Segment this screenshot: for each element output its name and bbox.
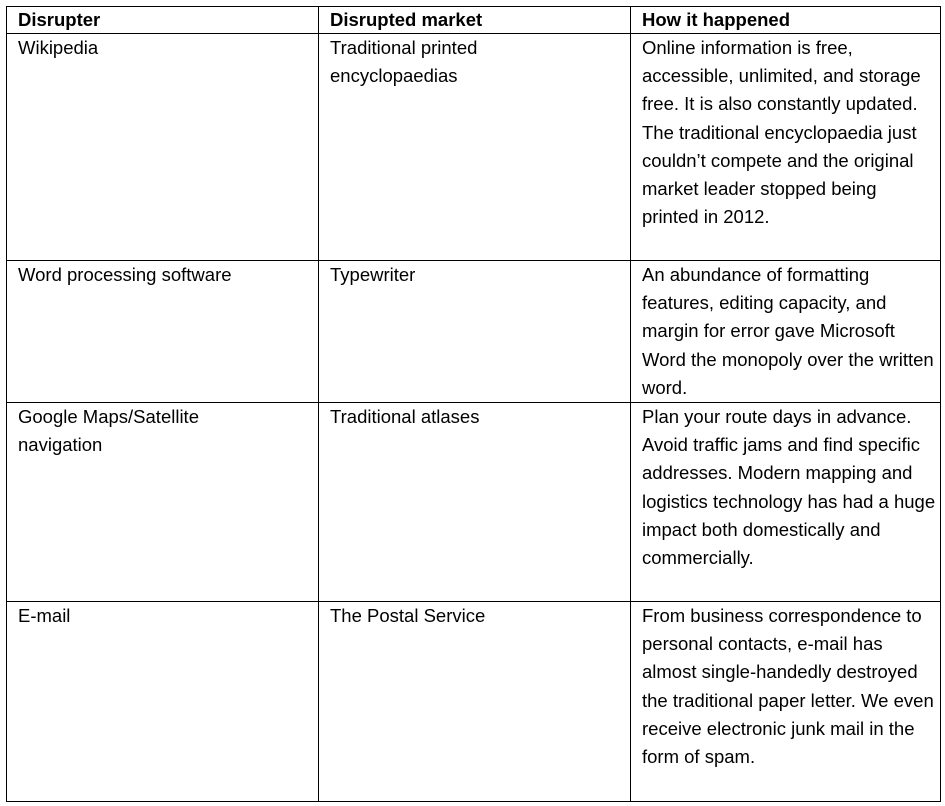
header-row: [7, 7, 941, 34]
cell-disrupted-market: Typewriter: [319, 261, 631, 403]
header-disrupter: Disrupter: [7, 7, 319, 34]
cell-disrupted-market: Traditional printed encyclopaedias: [319, 34, 631, 261]
header-disrupted-market: Disrupted market: [319, 7, 631, 34]
cell-how-it-happened: Plan your route days in advance. Avoid traffic jams and find specific addresses. Modern mapping and logistics technology has had a huge impact both domestically and commercially.: [631, 403, 941, 602]
cell-how-it-happened: From business correspondence to personal contacts, e-mail has almost single-handedly destroyed the traditional paper letter. We even receive electronic junk mail in the form of spam.: [631, 602, 941, 802]
cell-disrupter: Word processing software: [7, 261, 319, 403]
disruption-table: [6, 6, 941, 802]
cell-how-it-happened: An abundance of formatting features, editing capacity, and margin for error gave Microsoft Word the monopoly over the written word.: [631, 261, 941, 403]
table-row: [7, 261, 941, 403]
header-how-it-happened: How it happened: [631, 7, 941, 34]
cell-disrupted-market: Traditional atlases: [319, 403, 631, 602]
cell-disrupter: E-mail: [7, 602, 319, 802]
cell-disrupted-market: The Postal Service: [319, 602, 631, 802]
cell-how-it-happened: Online information is free, accessible, unlimited, and storage free. It is also constantly updated. The traditional encyclopaedia just couldn’t compete and the original market leader stopped being printed in 2012.: [631, 34, 941, 261]
table-row: [7, 403, 941, 602]
table-row: [7, 602, 941, 802]
table-row: [7, 34, 941, 261]
cell-disrupter: Google Maps/Satellite navigation: [7, 403, 319, 602]
cell-disrupter: Wikipedia: [7, 34, 319, 261]
